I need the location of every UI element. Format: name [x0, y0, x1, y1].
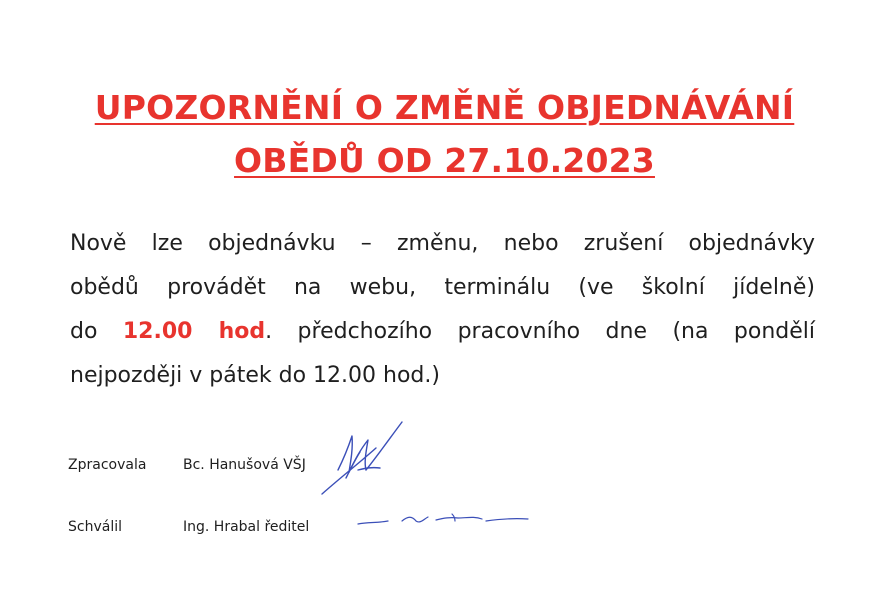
notice-title-line2: OBĚDŮ OD 27.10.2023 — [234, 141, 655, 180]
approved-by-label: Schválil — [68, 519, 122, 535]
signature-hrabal — [358, 514, 528, 524]
body-line-1: Nově lze objednávku – změnu, nebo zrušení objednávky — [70, 231, 815, 256]
notice-body — [70, 222, 815, 398]
body-line-3 — [70, 310, 815, 354]
body-line-3-pre: do — [70, 319, 123, 344]
approved-by-name: Ing. Hrabal ředitel — [183, 519, 310, 535]
prepared-by-label: Zpracovala — [68, 457, 147, 473]
body-line-3-post: . předchozího pracovního dne (na pondělí — [265, 319, 815, 344]
body-line-2: obědů provádět na webu, terminálu (ve školní jídelně) — [70, 275, 815, 300]
prepared-by-name: Bc. Hanušová VŠJ — [183, 457, 306, 473]
deadline-highlight: 12.00 hod — [122, 319, 266, 344]
body-line-4: nejpozději v pátek do 12.00 hod.) — [70, 363, 440, 388]
notice-title-line1: UPOZORNĚNÍ O ZMĚNĚ OBJEDNÁVÁNÍ — [94, 88, 795, 127]
signature-hanusova — [322, 422, 402, 494]
